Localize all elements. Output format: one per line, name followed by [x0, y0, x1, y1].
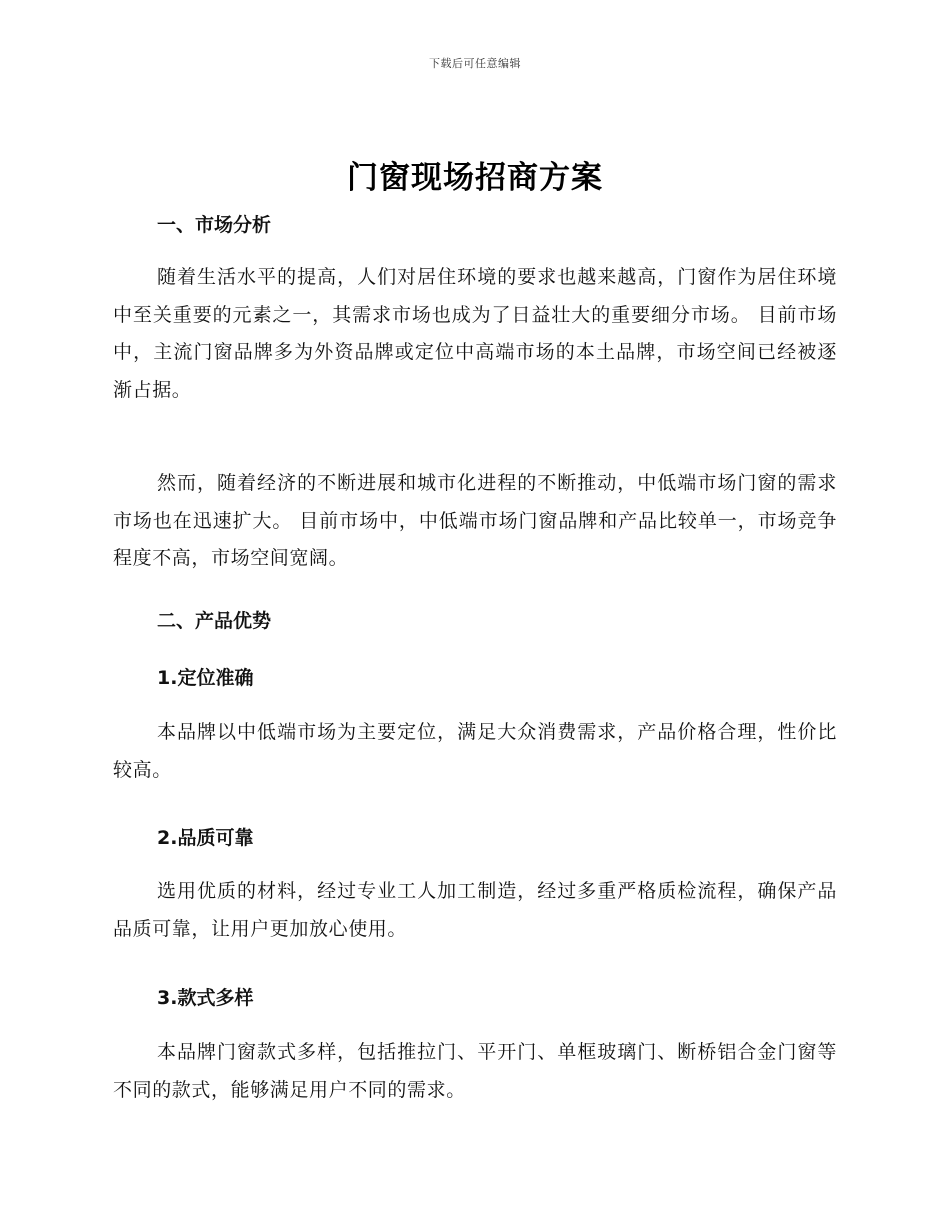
subsection-heading-positioning: 1.定位准确: [157, 667, 254, 689]
document-title: 门窗现场招商方案: [347, 160, 603, 196]
paragraph-styles: 本品牌门窗款式多样，包括推拉门、平开门、单框玻璃门、断桥铝合金门窗等不同的款式，能够满足用户不同的需求。: [113, 1041, 837, 1101]
paragraph-positioning: 本品牌以中低端市场为主要定位，满足大众消费需求，产品价格合理，性价比较高。: [113, 721, 837, 781]
paragraph-quality: 选用优质的材料，经过专业工人加工制造，经过多重严格质检流程，确保产品品质可靠，让用户更加放心使用。: [113, 880, 837, 940]
paragraph-market-1: 随着生活水平的提高，人们对居住环境的要求也越来越高，门窗作为居住环境中至关重要的元素之一，其需求市场也成为了日益壮大的重要细分市场。 目前市场中，主流门窗品牌多为外资品牌或定位中高端市场的本土品牌，市场空间已经被逐渐占据。: [113, 266, 837, 401]
section-heading-market: 一、市场分析: [157, 214, 272, 236]
paragraph-market-2: 然而，随着经济的不断进展和城市化进程的不断推动，中低端市场门窗的需求市场也在迅速扩大。 目前市场中，中低端市场门窗品牌和产品比较单一，市场竞争程度不高，市场空间宽阔。: [113, 472, 837, 569]
section-heading-advantages: 二、产品优势: [157, 610, 272, 632]
subsection-heading-styles: 3.款式多样: [157, 987, 254, 1009]
header-note: 下载后可任意编辑: [429, 57, 521, 70]
subsection-heading-quality: 2.品质可靠: [157, 827, 254, 849]
